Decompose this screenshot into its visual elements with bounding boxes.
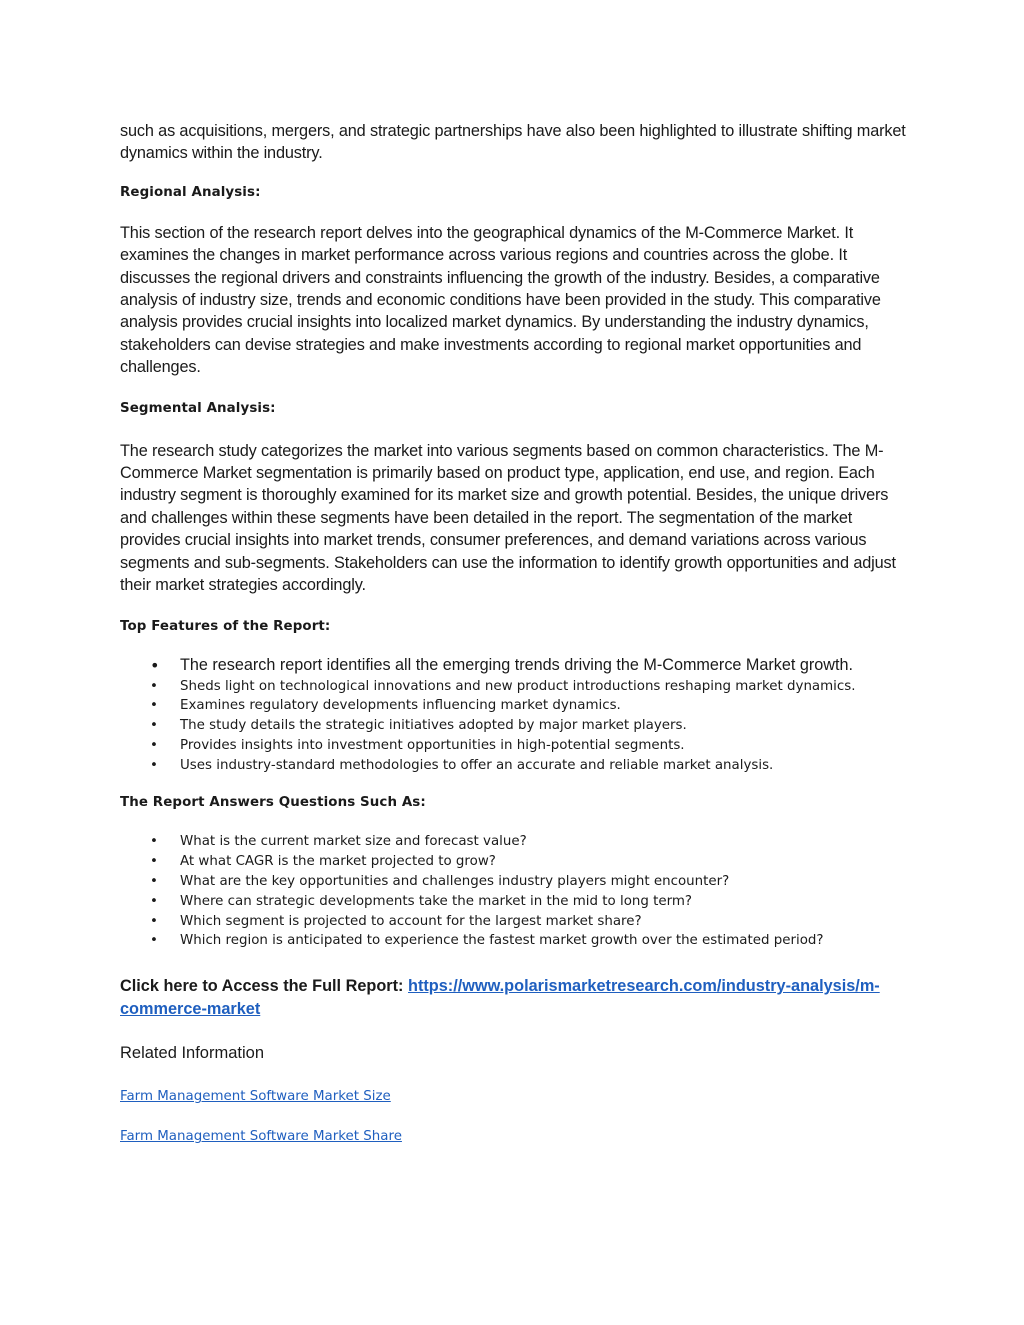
list-item-text: Sheds light on technological innovations and new product introductions reshaping market dynamics. [180, 678, 856, 694]
related-link-market-share[interactable]: Farm Management Software Market Share [120, 1129, 402, 1145]
top-features-list [120, 654, 910, 776]
segmental-analysis-heading: Segmental Analysis: [120, 400, 276, 416]
intro-paragraph: such as acquisitions, mergers, and strategic partnerships have also been highlighted to illustrate shifting market dynamics within the industry. [120, 122, 906, 163]
list-item [120, 756, 910, 776]
list-item-text: What are the key opportunities and challenges industry players might encounter? [180, 874, 730, 890]
list-item-text: Uses industry-standard methodologies to offer an accurate and reliable market analysis. [180, 757, 774, 773]
bullet-icon: • [150, 757, 158, 773]
report-questions-list [120, 832, 910, 951]
bullet-icon: • [150, 737, 158, 753]
document-page [120, 120, 910, 1145]
full-report-link-line1: https://www.polarismarketresearch.com/industry-analysis/m- [408, 977, 880, 996]
bullet-icon: • [150, 933, 158, 949]
bullet-icon: • [150, 893, 158, 909]
list-item [120, 736, 910, 756]
list-item-text: Provides insights into investment opportunities in high-potential segments. [180, 737, 685, 753]
report-questions-heading: The Report Answers Questions Such As: [120, 795, 426, 811]
list-item-text: Which segment is projected to account for the largest market share? [180, 913, 642, 929]
list-item [120, 654, 910, 677]
full-report-label: Click here to Access the Full Report: [120, 977, 409, 996]
list-item [120, 832, 910, 852]
bullet-icon: • [150, 718, 158, 734]
list-item-text: What is the current market size and forecast value? [180, 834, 527, 850]
list-item [120, 912, 910, 932]
list-item [120, 716, 910, 736]
list-item-text: Which region is anticipated to experience the fastest market growth over the estimated period? [180, 933, 824, 949]
regional-analysis-paragraph: This section of the research report delves into the geographical dynamics of the M-Commerce Market. It examines the changes in market performance across various regions and countries across the globe. It discusses the regional drivers and constraints influencing the growth of the industry. Besides, a comparative analysis of industry size, trends and economic conditions have been provided in the study. This comparative analysis provides crucial insights into localized market dynamics. By understanding the industry dynamics, stakeholders can devise strategies and make investments according to regional market opportunities and challenges. [120, 223, 881, 377]
bullet-icon: • [150, 854, 158, 870]
full-report-link-line2: commerce-market [120, 999, 261, 1018]
top-features-heading: Top Features of the Report: [120, 618, 331, 634]
bullet-icon: • [150, 678, 158, 694]
list-item [120, 872, 910, 892]
segmental-analysis-paragraph: The research study categorizes the market into various segments based on common characteristics. The M-Commerce Market segmentation is primarily based on product type, application, end use, and region. Each industry segment is thoroughly examined for its market size and growth potential. Besides, the unique drivers and challenges within these segments have been detailed in the report. The segmentation of the market provides crucial insights into market trends, consumer preferences, and demand variations across various segments and sub-segments. Stakeholders can use the information to identify growth opportunities and adjust their market strategies accordingly. [120, 441, 896, 595]
list-item [120, 696, 910, 716]
list-item-text: Examines regulatory developments influencing market dynamics. [180, 698, 621, 714]
list-item-text: The study details the strategic initiatives adopted by major market players. [180, 718, 687, 734]
bullet-icon: • [150, 698, 158, 714]
bullet-icon: • [150, 874, 158, 890]
bullet-icon: • [150, 913, 158, 929]
related-link-market-size[interactable]: Farm Management Software Market Size [120, 1089, 391, 1105]
bullet-icon: • [150, 655, 160, 675]
list-item [120, 892, 910, 912]
regional-analysis-heading: Regional Analysis: [120, 184, 261, 200]
list-item-text: At what CAGR is the market projected to grow? [180, 854, 496, 870]
list-item-text: The research report identifies all the emerging trends driving the M-Commerce Market growth. [180, 655, 853, 674]
full-report-callout [120, 975, 910, 1020]
bullet-icon: • [150, 834, 158, 850]
list-item [120, 677, 910, 697]
list-item-text: Where can strategic developments take the market in the mid to long term? [180, 893, 693, 909]
list-item [120, 931, 910, 951]
list-item [120, 852, 910, 872]
related-information-heading: Related Information [120, 1044, 264, 1063]
